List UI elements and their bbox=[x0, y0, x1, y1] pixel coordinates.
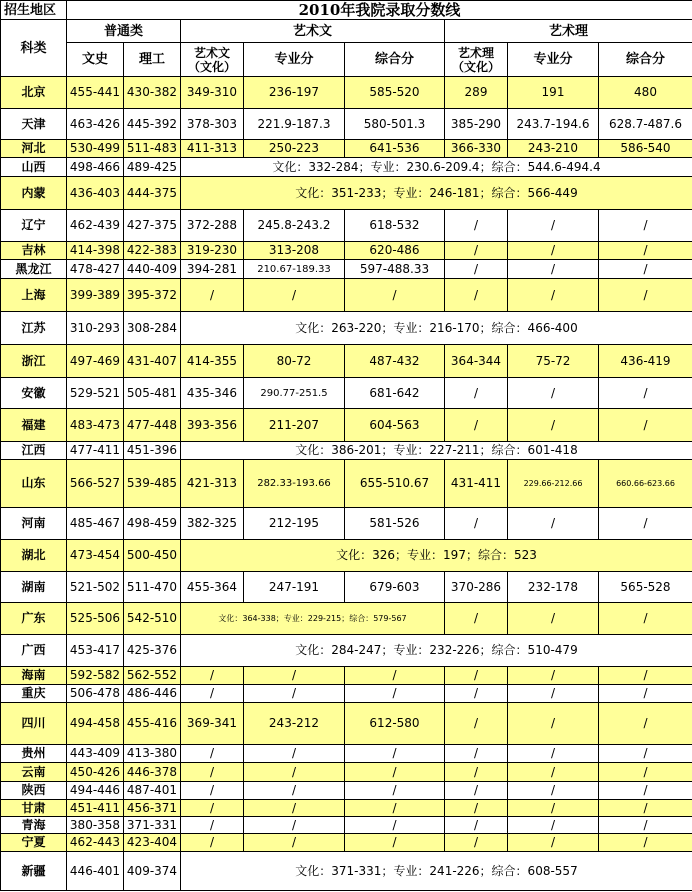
merged-art-score-cell: 文化：263-220；专业：216-170；综合：466-400 bbox=[181, 312, 692, 345]
score-cell: / bbox=[181, 279, 244, 312]
score-cell: / bbox=[345, 685, 445, 703]
score-cell: / bbox=[445, 745, 508, 763]
table-row bbox=[1, 109, 692, 140]
score-cell: 409-374 bbox=[124, 852, 181, 891]
score-cell: 655-510.67 bbox=[345, 460, 445, 508]
score-cell: 451-411 bbox=[67, 800, 124, 817]
score-cell: 506-478 bbox=[67, 685, 124, 703]
score-cell: 369-341 bbox=[181, 703, 244, 745]
score-cell: / bbox=[445, 508, 508, 540]
score-cell: 414-398 bbox=[67, 242, 124, 260]
score-cell: / bbox=[508, 745, 599, 763]
score-cell: / bbox=[599, 242, 692, 260]
score-cell: / bbox=[345, 782, 445, 800]
score-cell: / bbox=[508, 703, 599, 745]
score-cell: / bbox=[181, 800, 244, 817]
score-cell: 421-313 bbox=[181, 460, 244, 508]
score-cell: 462-443 bbox=[67, 834, 124, 852]
score-cell: 282.33-193.66 bbox=[244, 460, 345, 508]
score-cell: 378-303 bbox=[181, 109, 244, 140]
region-cell: 海南 bbox=[1, 667, 67, 685]
score-cell: 451-396 bbox=[124, 442, 181, 460]
merged-art-wen-score-cell: 文化：364-338；专业：229-215；综合：579-567 bbox=[181, 603, 445, 635]
col-header-yw-wenhua-line2: （文化） bbox=[187, 59, 236, 74]
table-row bbox=[1, 177, 692, 210]
score-cell: / bbox=[445, 378, 508, 409]
score-cell: 393-356 bbox=[181, 409, 244, 442]
score-cell: 597-488.33 bbox=[345, 260, 445, 279]
score-cell: / bbox=[181, 745, 244, 763]
table-row bbox=[1, 279, 692, 312]
region-cell: 辽宁 bbox=[1, 210, 67, 242]
score-cell: / bbox=[599, 508, 692, 540]
table-row bbox=[1, 603, 692, 635]
score-cell: / bbox=[599, 279, 692, 312]
score-cell: / bbox=[508, 603, 599, 635]
region-cell: 安徽 bbox=[1, 378, 67, 409]
col-header-ligong: 理工 bbox=[124, 43, 181, 77]
region-cell: 北京 bbox=[1, 77, 67, 109]
score-cell: / bbox=[445, 210, 508, 242]
score-cell: 380-358 bbox=[67, 817, 124, 834]
table-row bbox=[1, 817, 692, 834]
score-cell: / bbox=[181, 763, 244, 782]
score-cell: 444-375 bbox=[124, 177, 181, 210]
score-cell: 422-383 bbox=[124, 242, 181, 260]
score-cell: 681-642 bbox=[345, 378, 445, 409]
score-cell: / bbox=[244, 279, 345, 312]
table-row bbox=[1, 242, 692, 260]
score-cell: / bbox=[599, 763, 692, 782]
score-cell: / bbox=[599, 260, 692, 279]
score-cell: 485-467 bbox=[67, 508, 124, 540]
score-cell: 525-506 bbox=[67, 603, 124, 635]
score-cell: 477-448 bbox=[124, 409, 181, 442]
score-cell: 431-411 bbox=[445, 460, 508, 508]
score-cell: / bbox=[244, 782, 345, 800]
score-cell: 494-458 bbox=[67, 703, 124, 745]
score-cell: 641-536 bbox=[345, 140, 445, 158]
score-cell: 679-603 bbox=[345, 572, 445, 603]
table-row bbox=[1, 745, 692, 763]
region-cell: 新疆 bbox=[1, 852, 67, 891]
score-cell: / bbox=[181, 782, 244, 800]
score-cell: 463-426 bbox=[67, 109, 124, 140]
score-cell: / bbox=[345, 667, 445, 685]
score-cell: 243-212 bbox=[244, 703, 345, 745]
score-cell: 212-195 bbox=[244, 508, 345, 540]
region-cell: 贵州 bbox=[1, 745, 67, 763]
score-cell: 440-409 bbox=[124, 260, 181, 279]
score-cell: / bbox=[244, 817, 345, 834]
score-cell: / bbox=[508, 685, 599, 703]
region-cell: 吉林 bbox=[1, 242, 67, 260]
score-cell: 486-446 bbox=[124, 685, 181, 703]
score-cell: 411-313 bbox=[181, 140, 244, 158]
score-cell: 604-563 bbox=[345, 409, 445, 442]
score-cell: 542-510 bbox=[124, 603, 181, 635]
score-cell: 436-403 bbox=[67, 177, 124, 210]
merged-art-score-cell: 文化：284-247；专业：232-226；综合：510-479 bbox=[181, 635, 692, 667]
score-cell: / bbox=[508, 279, 599, 312]
region-cell: 福建 bbox=[1, 409, 67, 442]
score-cell: 313-208 bbox=[244, 242, 345, 260]
score-cell: 498-466 bbox=[67, 158, 124, 177]
score-cell: / bbox=[599, 817, 692, 834]
score-cell: / bbox=[445, 782, 508, 800]
score-cell: 423-404 bbox=[124, 834, 181, 852]
score-cell: / bbox=[345, 745, 445, 763]
score-cell: 427-375 bbox=[124, 210, 181, 242]
score-cell: 308-284 bbox=[124, 312, 181, 345]
table-row bbox=[1, 540, 692, 572]
score-cell: / bbox=[599, 685, 692, 703]
score-cell: 75-72 bbox=[508, 345, 599, 378]
score-cell: 446-401 bbox=[67, 852, 124, 891]
score-cell: 445-392 bbox=[124, 109, 181, 140]
score-cell: 366-330 bbox=[445, 140, 508, 158]
score-cell: 211-207 bbox=[244, 409, 345, 442]
score-cell: / bbox=[244, 685, 345, 703]
score-cell: 80-72 bbox=[244, 345, 345, 378]
score-cell: / bbox=[445, 260, 508, 279]
table-row bbox=[1, 158, 692, 177]
table-row bbox=[1, 312, 692, 345]
score-cell: 229.66-212.66 bbox=[508, 460, 599, 508]
table-row bbox=[1, 635, 692, 667]
table-row bbox=[1, 763, 692, 782]
col-header-yw-wenhua-line1: 艺术文 bbox=[193, 45, 230, 60]
score-cell: 511-483 bbox=[124, 140, 181, 158]
score-cell: 319-230 bbox=[181, 242, 244, 260]
table-row bbox=[1, 782, 692, 800]
score-cell: / bbox=[445, 800, 508, 817]
score-cell: / bbox=[445, 603, 508, 635]
score-cell: 497-469 bbox=[67, 345, 124, 378]
col-header-wenshi: 文史 bbox=[67, 43, 124, 77]
score-cell: 586-540 bbox=[599, 140, 692, 158]
score-cell: / bbox=[599, 834, 692, 852]
score-cell: / bbox=[244, 763, 345, 782]
score-cell: 565-528 bbox=[599, 572, 692, 603]
score-cell: 628.7-487.6 bbox=[599, 109, 692, 140]
score-cell: 243.7-194.6 bbox=[508, 109, 599, 140]
score-cell: 566-527 bbox=[67, 460, 124, 508]
score-cell: / bbox=[445, 834, 508, 852]
score-cell: 521-502 bbox=[67, 572, 124, 603]
score-cell: / bbox=[345, 800, 445, 817]
score-cell: / bbox=[445, 817, 508, 834]
score-cell: 232-178 bbox=[508, 572, 599, 603]
score-cell: 395-372 bbox=[124, 279, 181, 312]
score-cell: / bbox=[599, 409, 692, 442]
score-cell: 435-346 bbox=[181, 378, 244, 409]
col-header-yl-wenhua bbox=[445, 43, 508, 77]
table-row bbox=[1, 442, 692, 460]
score-cell: 592-582 bbox=[67, 667, 124, 685]
col-header-yw-zonghe: 综合分 bbox=[345, 43, 445, 77]
score-cell: / bbox=[508, 667, 599, 685]
col-header-yw-zhuanye: 专业分 bbox=[244, 43, 345, 77]
merged-art-score-cell: 文化：351-233；专业：246-181；综合：566-449 bbox=[181, 177, 692, 210]
region-cell: 山西 bbox=[1, 158, 67, 177]
score-cell: / bbox=[345, 834, 445, 852]
score-cell: 245.8-243.2 bbox=[244, 210, 345, 242]
score-cell: / bbox=[508, 817, 599, 834]
table-row bbox=[1, 460, 692, 508]
score-cell: 289 bbox=[445, 77, 508, 109]
score-cell: / bbox=[244, 667, 345, 685]
score-cell: 618-532 bbox=[345, 210, 445, 242]
score-cell: 478-427 bbox=[67, 260, 124, 279]
score-cell: 385-290 bbox=[445, 109, 508, 140]
region-cell: 重庆 bbox=[1, 685, 67, 703]
region-cell: 河北 bbox=[1, 140, 67, 158]
region-cell: 陕西 bbox=[1, 782, 67, 800]
score-cell: 364-344 bbox=[445, 345, 508, 378]
score-cell: 370-286 bbox=[445, 572, 508, 603]
score-cell: 455-416 bbox=[124, 703, 181, 745]
region-cell: 云南 bbox=[1, 763, 67, 782]
table-title: 2010年我院录取分数线 bbox=[67, 1, 692, 20]
region-cell: 湖北 bbox=[1, 540, 67, 572]
score-cell: 394-281 bbox=[181, 260, 244, 279]
score-cell: 620-486 bbox=[345, 242, 445, 260]
score-cell: / bbox=[508, 763, 599, 782]
score-cell: 210.67-189.33 bbox=[244, 260, 345, 279]
score-cell: 580-501.3 bbox=[345, 109, 445, 140]
region-corner-label: 招生地区 bbox=[1, 1, 67, 20]
score-cell: 290.77-251.5 bbox=[244, 378, 345, 409]
score-cell: / bbox=[345, 817, 445, 834]
score-cell: 612-580 bbox=[345, 703, 445, 745]
score-cell: / bbox=[599, 782, 692, 800]
score-cell: 539-485 bbox=[124, 460, 181, 508]
region-cell: 江西 bbox=[1, 442, 67, 460]
region-cell: 上海 bbox=[1, 279, 67, 312]
score-cell: 310-293 bbox=[67, 312, 124, 345]
score-cell: / bbox=[244, 800, 345, 817]
score-cell: 243-210 bbox=[508, 140, 599, 158]
score-cell: / bbox=[599, 378, 692, 409]
table-row bbox=[1, 140, 692, 158]
score-cell: / bbox=[508, 378, 599, 409]
region-cell: 内蒙 bbox=[1, 177, 67, 210]
table-row bbox=[1, 834, 692, 852]
score-cell: / bbox=[599, 667, 692, 685]
score-cell: 455-441 bbox=[67, 77, 124, 109]
score-cell: / bbox=[244, 745, 345, 763]
score-cell: 456-371 bbox=[124, 800, 181, 817]
table-row bbox=[1, 260, 692, 279]
table-row bbox=[1, 667, 692, 685]
table-row bbox=[1, 409, 692, 442]
group-header-yishuli: 艺术理 bbox=[445, 20, 692, 43]
col-header-yl-zhuanye: 专业分 bbox=[508, 43, 599, 77]
table-row bbox=[1, 800, 692, 817]
score-cell: / bbox=[181, 817, 244, 834]
score-cell: / bbox=[181, 667, 244, 685]
score-cell: / bbox=[445, 409, 508, 442]
col-header-yl-zonghe: 综合分 bbox=[599, 43, 692, 77]
score-cell: 436-419 bbox=[599, 345, 692, 378]
score-cell: 236-197 bbox=[244, 77, 345, 109]
region-cell: 四川 bbox=[1, 703, 67, 745]
region-cell: 江苏 bbox=[1, 312, 67, 345]
score-cell: / bbox=[599, 603, 692, 635]
table-row bbox=[1, 508, 692, 540]
score-cell: 500-450 bbox=[124, 540, 181, 572]
score-cell: 372-288 bbox=[181, 210, 244, 242]
score-cell: / bbox=[445, 685, 508, 703]
score-cell: / bbox=[181, 685, 244, 703]
score-cell: 483-473 bbox=[67, 409, 124, 442]
score-cell: 489-425 bbox=[124, 158, 181, 177]
merged-art-score-cell: 文化：371-331；专业：241-226；综合：608-557 bbox=[181, 852, 692, 891]
score-cell: / bbox=[508, 800, 599, 817]
score-cell: / bbox=[599, 210, 692, 242]
score-cell: 505-481 bbox=[124, 378, 181, 409]
score-cell: 530-499 bbox=[67, 140, 124, 158]
region-cell: 湖南 bbox=[1, 572, 67, 603]
table-row bbox=[1, 852, 692, 891]
region-cell: 黑龙江 bbox=[1, 260, 67, 279]
score-cell: / bbox=[445, 703, 508, 745]
score-cell: / bbox=[445, 763, 508, 782]
score-cell: / bbox=[345, 279, 445, 312]
score-cell: / bbox=[599, 745, 692, 763]
score-cell: 371-331 bbox=[124, 817, 181, 834]
region-cell: 山东 bbox=[1, 460, 67, 508]
score-cell: 431-407 bbox=[124, 345, 181, 378]
score-cell: 425-376 bbox=[124, 635, 181, 667]
score-cell: 477-411 bbox=[67, 442, 124, 460]
score-cell: 494-446 bbox=[67, 782, 124, 800]
score-cell: / bbox=[445, 242, 508, 260]
merged-art-score-cell: 文化：386-201；专业：227-211；综合：601-418 bbox=[181, 442, 692, 460]
region-cell: 河南 bbox=[1, 508, 67, 540]
score-cell: / bbox=[508, 210, 599, 242]
score-cell: / bbox=[181, 834, 244, 852]
score-cell: 247-191 bbox=[244, 572, 345, 603]
region-cell: 天津 bbox=[1, 109, 67, 140]
col-header-yl-wenhua-line1: 艺术理 bbox=[457, 45, 494, 60]
table-row bbox=[1, 572, 692, 603]
score-cell: 562-552 bbox=[124, 667, 181, 685]
score-cell: 487-401 bbox=[124, 782, 181, 800]
score-cell: / bbox=[599, 703, 692, 745]
score-cell: / bbox=[445, 279, 508, 312]
table-row bbox=[1, 345, 692, 378]
score-cell: 473-454 bbox=[67, 540, 124, 572]
merged-art-score-cell: 文化：326；专业：197；综合：523 bbox=[181, 540, 692, 572]
score-cell: / bbox=[508, 508, 599, 540]
score-cell: / bbox=[445, 667, 508, 685]
region-cell: 广东 bbox=[1, 603, 67, 635]
score-cell: / bbox=[508, 242, 599, 260]
score-cell: / bbox=[244, 834, 345, 852]
score-cell: 382-325 bbox=[181, 508, 244, 540]
region-cell: 广西 bbox=[1, 635, 67, 667]
score-cell: 349-310 bbox=[181, 77, 244, 109]
table-row bbox=[1, 378, 692, 409]
score-cell: / bbox=[508, 782, 599, 800]
score-cell: 487-432 bbox=[345, 345, 445, 378]
score-cell: 453-417 bbox=[67, 635, 124, 667]
score-cell: 511-470 bbox=[124, 572, 181, 603]
table-row bbox=[1, 210, 692, 242]
score-cell: / bbox=[599, 800, 692, 817]
score-cell: 414-355 bbox=[181, 345, 244, 378]
score-cell: 191 bbox=[508, 77, 599, 109]
score-cell: / bbox=[508, 834, 599, 852]
score-cell: 498-459 bbox=[124, 508, 181, 540]
region-cell: 青海 bbox=[1, 817, 67, 834]
score-cell: 480 bbox=[599, 77, 692, 109]
score-cell: 446-378 bbox=[124, 763, 181, 782]
score-cell: 399-389 bbox=[67, 279, 124, 312]
merged-art-score-cell: 文化：332-284；专业：230.6-209.4；综合：544.6-494.4 bbox=[181, 158, 692, 177]
region-cell: 浙江 bbox=[1, 345, 67, 378]
group-header-yishuwen: 艺术文 bbox=[181, 20, 445, 43]
score-cell: 529-521 bbox=[67, 378, 124, 409]
table-row bbox=[1, 703, 692, 745]
region-cell: 宁夏 bbox=[1, 834, 67, 852]
region-cell: 甘肃 bbox=[1, 800, 67, 817]
score-cell: / bbox=[508, 260, 599, 279]
score-cell: 413-380 bbox=[124, 745, 181, 763]
score-cell: 581-526 bbox=[345, 508, 445, 540]
col-header-yw-wenhua bbox=[181, 43, 244, 77]
col-header-yl-wenhua-line2: （文化） bbox=[451, 59, 500, 74]
category-label: 科类 bbox=[1, 20, 67, 77]
score-cell: / bbox=[345, 763, 445, 782]
score-cell: 462-439 bbox=[67, 210, 124, 242]
table-row bbox=[1, 77, 692, 109]
score-cell: 585-520 bbox=[345, 77, 445, 109]
score-cell: 250-223 bbox=[244, 140, 345, 158]
score-cell: 221.9-187.3 bbox=[244, 109, 345, 140]
score-cell: 443-409 bbox=[67, 745, 124, 763]
score-cell: 660.66-623.66 bbox=[599, 460, 692, 508]
table-row bbox=[1, 685, 692, 703]
group-header-putong: 普通类 bbox=[67, 20, 181, 43]
score-cell: 430-382 bbox=[124, 77, 181, 109]
score-cell: 450-426 bbox=[67, 763, 124, 782]
score-cell: 455-364 bbox=[181, 572, 244, 603]
score-cell: / bbox=[508, 409, 599, 442]
